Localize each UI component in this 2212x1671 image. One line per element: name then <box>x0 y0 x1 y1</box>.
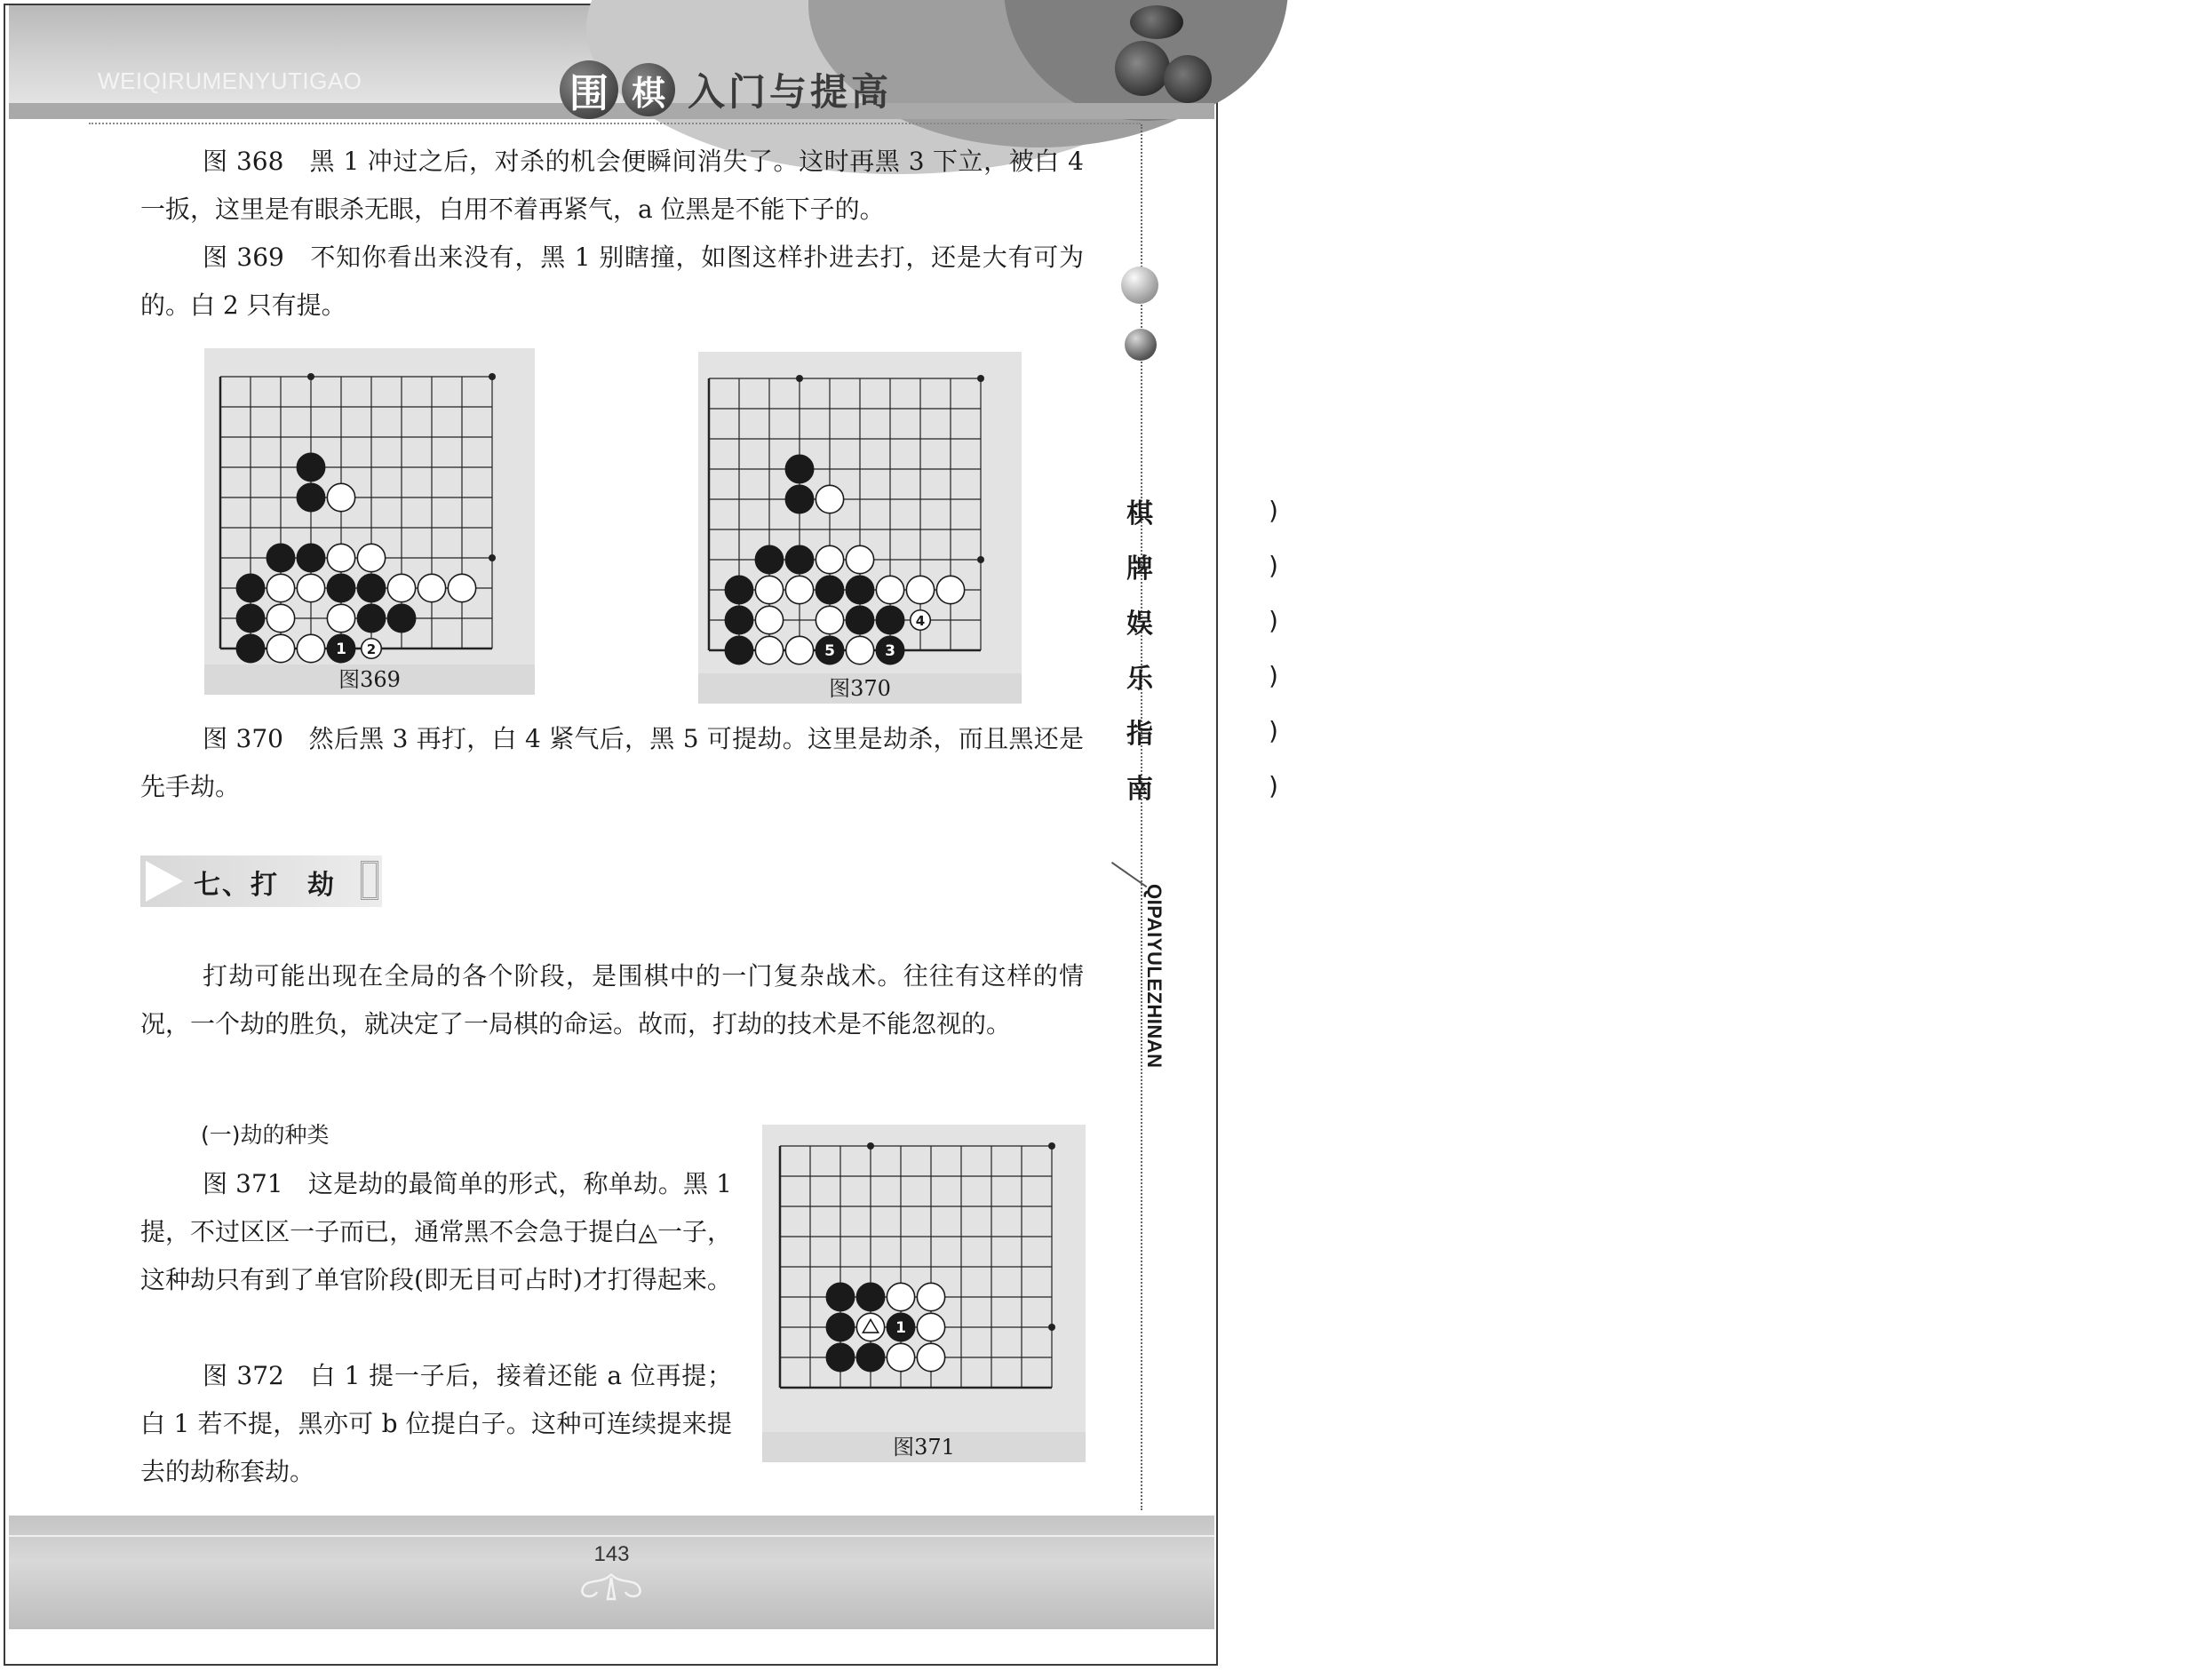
black-stone <box>267 544 294 571</box>
white-stone <box>297 634 324 662</box>
white-stone <box>755 636 783 664</box>
black-stone <box>816 576 843 603</box>
black-stone <box>785 485 813 513</box>
move-number: 4 <box>915 613 926 629</box>
paragraph-fig369: 图 369 不知你看出来没有，黑 1 别瞎撞，如图这样扑进去打，还是大有可为的。白 2 只有提。 <box>140 243 1084 320</box>
white-stone <box>755 576 783 603</box>
move-number: 3 <box>885 642 895 660</box>
white-stone <box>917 1343 944 1371</box>
white-stone <box>856 1313 884 1341</box>
black-stone <box>387 604 415 632</box>
white-stone <box>785 636 813 664</box>
paragraph-fig368: 图 368 黑 1 冲过之后，对杀的机会便瞬间消失了。这时再黑 3 下立，被白 4 一扳，这里是有眼杀无眼，白用不着再紧气，a 位黑是不能下子的。 <box>140 147 1084 224</box>
star-point <box>307 373 314 380</box>
white-stone <box>785 576 813 603</box>
page-header <box>9 5 1214 119</box>
white-stone <box>846 545 873 573</box>
star-point <box>1048 1142 1055 1150</box>
decor-ball-icon <box>1121 267 1158 304</box>
logo-rest: 入门与提高 <box>688 70 893 114</box>
side-series-title <box>1126 487 1278 817</box>
white-stone <box>911 610 931 631</box>
move-number: 1 <box>336 641 346 658</box>
white-stone <box>267 574 294 601</box>
black-stone <box>876 606 903 633</box>
star-point <box>489 373 496 380</box>
footer-line <box>9 1535 1214 1537</box>
black-stone <box>297 453 324 481</box>
side-char: 棋 ) <box>1126 496 1278 529</box>
white-stone <box>816 545 843 573</box>
black-stone <box>856 1343 884 1371</box>
paragraph-intro: 打劫可能出现在全局的各个阶段，是围棋中的一门复杂战术。往往有这样的情况，一个劫的胜负，就决定了一局棋的命运。故而，打劫的技术是不能忽视的。 <box>140 961 1084 1038</box>
logo-char-1: 围 <box>560 60 618 119</box>
side-char: 指 ) <box>1126 716 1278 750</box>
side-char: 乐 ) <box>1126 661 1278 695</box>
black-stone <box>846 606 873 633</box>
star-point <box>489 554 496 561</box>
page-number: 143 <box>593 1542 630 1566</box>
white-stone <box>846 636 873 664</box>
star-point <box>796 375 803 382</box>
black-stone <box>816 636 843 664</box>
play-arrow-icon <box>146 861 183 902</box>
figure-371 <box>762 1125 1086 1462</box>
flourish-ornament-icon <box>567 1569 656 1604</box>
white-stone <box>876 576 903 603</box>
figure-370 <box>698 352 1022 704</box>
white-stone <box>448 574 475 601</box>
frame-dotted-line <box>89 123 1141 124</box>
side-char: 南 ) <box>1126 771 1278 805</box>
black-stone <box>846 576 873 603</box>
paragraph-fig371: 图 371 这是劫的最简单的形式，称单劫。黑 1 提，不过区区一子而已，通常黑不会急于提白◬一子，这种劫只有到了单官阶段(即无目可占时)才打得起来。 <box>140 1169 732 1294</box>
black-stone <box>236 574 264 601</box>
black-stone <box>725 576 752 603</box>
black-stone <box>826 1313 854 1341</box>
decor-stone-icon <box>1164 55 1212 103</box>
white-stone <box>816 485 843 513</box>
black-stone <box>327 634 354 662</box>
white-stone <box>887 1343 914 1371</box>
side-char: 娱 ) <box>1126 606 1278 640</box>
white-stone <box>327 544 354 571</box>
star-point <box>1048 1324 1055 1331</box>
star-point <box>867 1142 874 1150</box>
board-grid <box>709 378 981 650</box>
board-grid <box>780 1146 1052 1388</box>
star-point <box>977 556 984 563</box>
running-title: WEIQIRUMENYUTIGAO <box>98 68 362 94</box>
figure-caption: 图371 <box>762 1432 1086 1462</box>
white-stone <box>327 483 354 511</box>
black-stone <box>876 636 903 664</box>
white-stone <box>887 1283 914 1310</box>
side-series-latin: QIPAIYULEZHINAN <box>1143 884 1166 1069</box>
black-stone <box>297 544 324 571</box>
page-footer <box>9 1516 1214 1629</box>
figure-369 <box>204 348 535 695</box>
go-board <box>762 1125 1086 1432</box>
move-number: 5 <box>824 642 835 660</box>
white-stone <box>362 639 382 659</box>
white-stone <box>917 1283 944 1310</box>
white-stone <box>755 606 783 633</box>
black-stone <box>887 1313 914 1341</box>
logo-char-2: 棋 <box>622 63 675 116</box>
decor-knot-icon <box>361 861 378 900</box>
black-stone <box>297 483 324 511</box>
black-stone <box>826 1283 854 1310</box>
move-number: 1 <box>895 1319 906 1337</box>
black-stone <box>826 1343 854 1371</box>
white-stone <box>357 544 385 571</box>
book-logo <box>560 60 892 119</box>
section-title: 七、打 劫 <box>194 870 336 901</box>
white-stone <box>917 1313 944 1341</box>
white-stone <box>418 574 445 601</box>
black-stone <box>327 574 354 601</box>
decor-ball-icon <box>1125 329 1157 361</box>
go-board <box>204 348 535 664</box>
star-point <box>977 375 984 382</box>
white-stone <box>297 574 324 601</box>
white-stone <box>387 574 415 601</box>
black-stone <box>357 604 385 632</box>
black-stone <box>236 634 264 662</box>
black-stone <box>856 1283 884 1310</box>
black-stone <box>785 545 813 573</box>
board-grid <box>220 377 492 649</box>
white-stone <box>267 604 294 632</box>
figure-caption: 图370 <box>698 673 1022 704</box>
decor-stone-icon <box>1115 41 1170 96</box>
decor-stone-icon <box>1130 5 1183 39</box>
black-stone <box>357 574 385 601</box>
black-stone <box>725 606 752 633</box>
white-stone <box>816 606 843 633</box>
black-stone <box>725 636 752 664</box>
white-stone <box>936 576 964 603</box>
move-number: 2 <box>366 641 377 657</box>
paragraph-fig372: 图 372 白 1 提一子后，接着还能 a 位再提；白 1 若不提，黑亦可 b 位提白子。这种可连续提来提去的劫称套劫。 <box>140 1361 732 1486</box>
paragraph-fig370: 图 370 然后黑 3 再打，白 4 紧气后，黑 5 可提劫。这里是劫杀，而且黑还是先手劫。 <box>140 724 1084 801</box>
black-stone <box>755 545 783 573</box>
white-stone <box>267 634 294 662</box>
white-stone <box>327 604 354 632</box>
section-banner <box>140 855 382 907</box>
side-char: 牌 ) <box>1126 551 1278 585</box>
figure-caption: 图369 <box>204 664 535 695</box>
subheading: (一)劫的种类 <box>201 1122 330 1148</box>
go-board <box>698 352 1022 672</box>
white-stone <box>906 576 934 603</box>
black-stone <box>236 604 264 632</box>
black-stone <box>785 455 813 482</box>
